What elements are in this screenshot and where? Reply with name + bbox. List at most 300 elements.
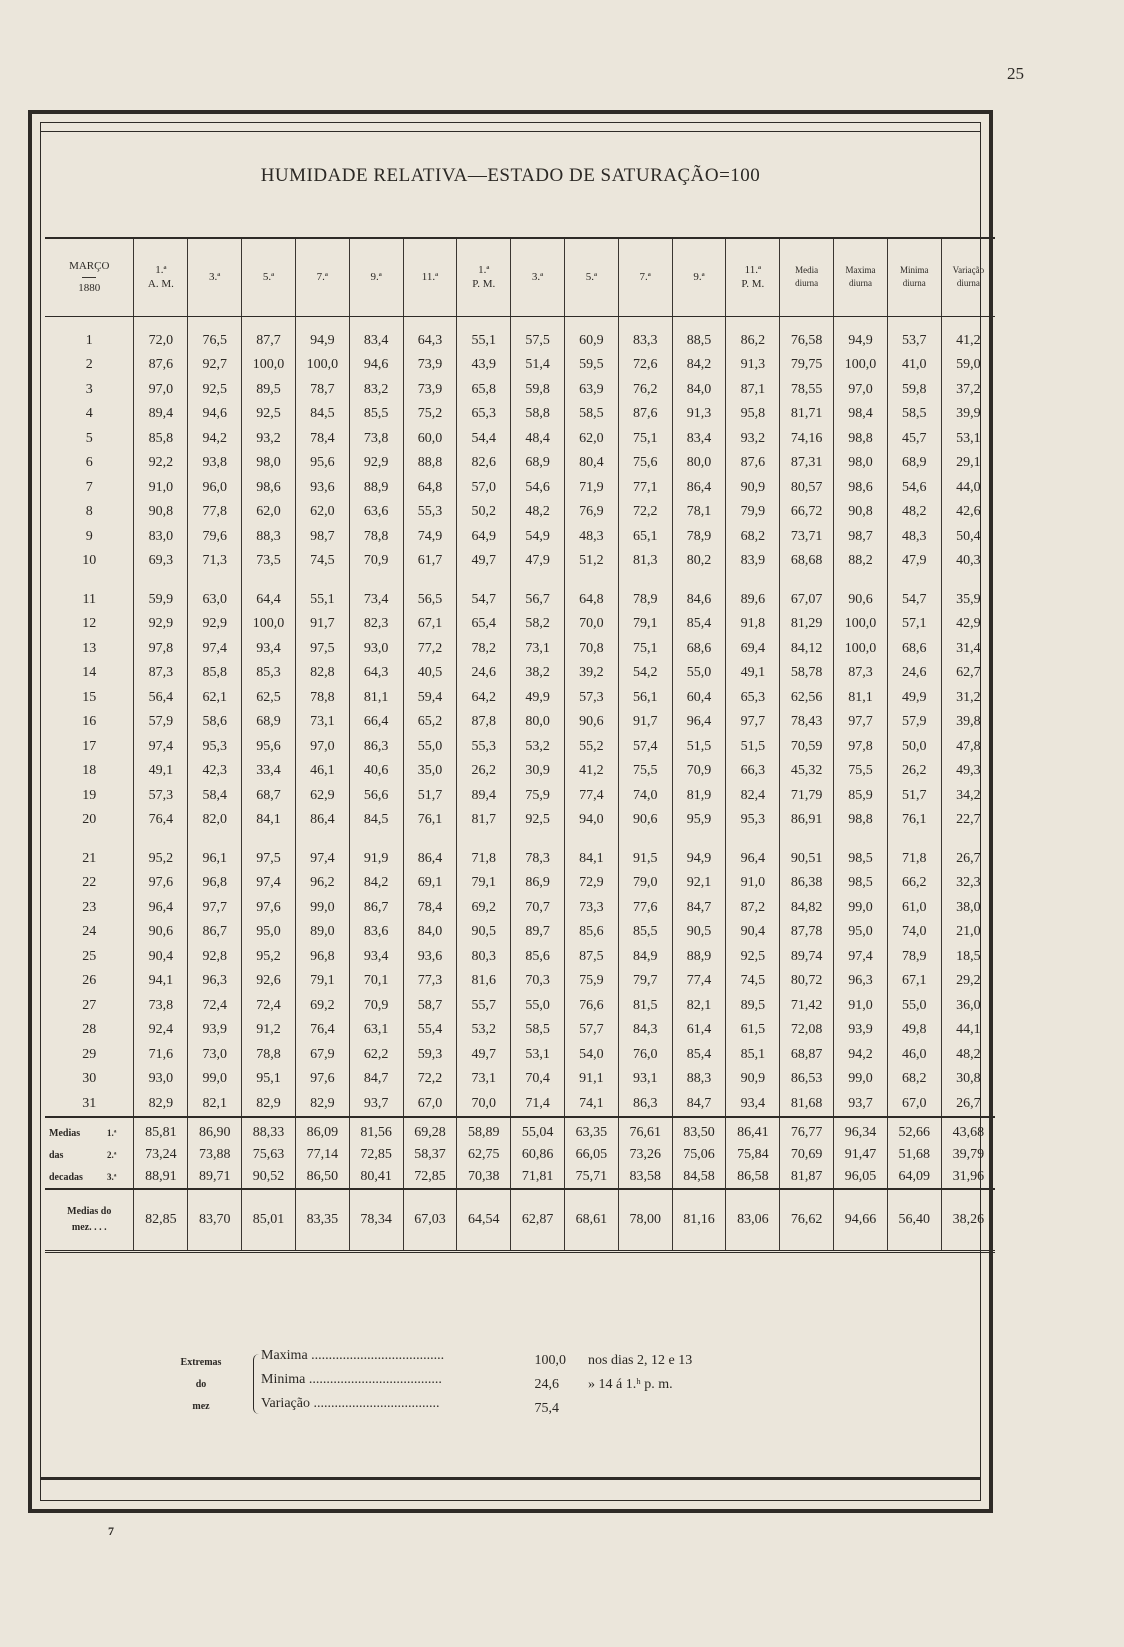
data-cell: 54,7 (457, 588, 511, 613)
data-cell: 97,6 (242, 896, 296, 921)
data-cell: 69,3 (134, 549, 188, 574)
data-cell: 91,3 (672, 402, 726, 427)
table-row (45, 402, 995, 427)
data-cell: 40,5 (403, 661, 457, 686)
data-cell: 78,4 (295, 427, 349, 452)
data-cell: 68,2 (726, 525, 780, 550)
data-cell: 83,0 (134, 525, 188, 550)
data-cell: 26,2 (457, 759, 511, 784)
data-cell: 41,2 (941, 316, 995, 353)
table-row (45, 476, 995, 501)
day-label: 16 (82, 714, 97, 730)
data-cell: 77,6 (618, 896, 672, 921)
header-hour-ordinal: 7.ª (639, 271, 651, 284)
data-cell: 73,8 (134, 994, 188, 1019)
data-cell: 73,9 (403, 353, 457, 378)
data-cell: 94,6 (349, 353, 403, 378)
data-cell: 81,5 (618, 994, 672, 1019)
header-hour-period: P. M. (472, 278, 496, 291)
header-hour (295, 238, 349, 316)
data-cell: 70,3 (511, 969, 565, 994)
data-cell: 51,5 (726, 735, 780, 760)
day-label: 10 (82, 553, 97, 569)
data-cell: 68,9 (242, 710, 296, 735)
data-cell: 77,8 (188, 500, 242, 525)
data-cell: 43,9 (457, 353, 511, 378)
gap-cell (457, 833, 511, 847)
data-cell: 92,8 (188, 945, 242, 970)
month-label (45, 1189, 134, 1252)
data-cell: 54,6 (511, 476, 565, 501)
extreme-label: Minima ...................................... (261, 1372, 442, 1387)
data-cell: 76,58 (780, 316, 834, 353)
data-cell: 51,7 (887, 784, 941, 809)
data-cell: 78,7 (295, 378, 349, 403)
data-cell: 90,4 (726, 920, 780, 945)
data-cell: 93,6 (403, 945, 457, 970)
data-cell: 80,0 (511, 710, 565, 735)
day-label: 14 (82, 665, 97, 681)
data-cell: 89,0 (295, 920, 349, 945)
data-cell: 92,9 (188, 612, 242, 637)
decade-ordinal: 1.ª (107, 1127, 117, 1138)
data-cell: 64,8 (564, 588, 618, 613)
data-cell: 81,7 (457, 808, 511, 833)
table-row (45, 871, 995, 896)
data-cell: 75,2 (403, 402, 457, 427)
data-cell: 44,1 (941, 1018, 995, 1043)
data-cell: 94,6 (188, 402, 242, 427)
data-cell: 68,6 (672, 637, 726, 662)
data-cell: 83,3 (618, 316, 672, 353)
data-cell: 99,0 (834, 1067, 888, 1092)
month-cell: 94,66 (834, 1189, 888, 1252)
data-cell: 85,1 (726, 1043, 780, 1068)
data-cell: 74,1 (564, 1092, 618, 1118)
data-cell: 82,9 (242, 1092, 296, 1118)
data-cell: 95,9 (672, 808, 726, 833)
data-cell: 98,5 (834, 847, 888, 872)
data-cell: 39,2 (564, 661, 618, 686)
day-label: 30 (82, 1071, 97, 1087)
data-cell: 100,0 (834, 637, 888, 662)
data-cell: 91,7 (618, 710, 672, 735)
data-cell: 79,75 (780, 353, 834, 378)
day-label: 8 (85, 504, 93, 520)
data-cell: 65,2 (403, 710, 457, 735)
data-cell: 93,9 (834, 1018, 888, 1043)
data-cell: 67,1 (887, 969, 941, 994)
data-cell: 83,2 (349, 378, 403, 403)
day-label: 29 (82, 1046, 97, 1062)
data-cell: 86,2 (726, 316, 780, 353)
data-cell: 86,4 (403, 847, 457, 872)
gap-cell (564, 833, 618, 847)
data-cell: 95,1 (242, 1067, 296, 1092)
data-cell: 97,7 (726, 710, 780, 735)
decade-side-label: decadas (49, 1171, 83, 1183)
data-cell: 67,0 (887, 1092, 941, 1118)
decade-gap (45, 574, 995, 588)
month-cell: 67,03 (403, 1189, 457, 1252)
decade-cell: 31,96 (941, 1166, 995, 1189)
data-cell: 82,4 (726, 784, 780, 809)
gap-cell (403, 574, 457, 588)
data-cell: 62,5 (242, 686, 296, 711)
data-cell: 26,7 (941, 1092, 995, 1118)
data-cell: 76,1 (403, 808, 457, 833)
data-cell: 82,3 (349, 612, 403, 637)
decade-row (45, 1144, 995, 1166)
data-cell: 96,4 (134, 896, 188, 921)
data-cell: 87,5 (564, 945, 618, 970)
data-cell: 55,3 (457, 735, 511, 760)
data-cell: 88,3 (242, 525, 296, 550)
data-cell: 49,1 (134, 759, 188, 784)
header-stat (887, 238, 941, 316)
data-cell: 92,2 (134, 451, 188, 476)
decade-cell: 88,33 (242, 1117, 296, 1144)
data-cell: 87,6 (134, 353, 188, 378)
decade-cell: 71,81 (511, 1166, 565, 1189)
month-cell: 56,40 (887, 1189, 941, 1252)
data-cell: 84,0 (672, 378, 726, 403)
data-cell: 69,4 (726, 637, 780, 662)
day-label: 25 (82, 948, 97, 964)
data-cell: 80,2 (672, 549, 726, 574)
data-cell: 29,2 (941, 969, 995, 994)
decade-cell: 66,05 (564, 1144, 618, 1166)
data-cell: 87,3 (834, 661, 888, 686)
decade-cell: 55,04 (511, 1117, 565, 1144)
table-row (45, 353, 995, 378)
decade-cell: 77,14 (295, 1144, 349, 1166)
data-cell: 80,57 (780, 476, 834, 501)
data-cell: 33,4 (242, 759, 296, 784)
data-cell: 67,9 (295, 1043, 349, 1068)
data-cell: 73,3 (564, 896, 618, 921)
data-cell: 68,9 (887, 451, 941, 476)
data-cell: 38,2 (511, 661, 565, 686)
data-cell: 66,2 (887, 871, 941, 896)
data-cell: 49,9 (887, 686, 941, 711)
day-label: 31 (82, 1095, 97, 1111)
data-cell: 66,72 (780, 500, 834, 525)
data-cell: 74,5 (726, 969, 780, 994)
data-cell: 58,5 (511, 1018, 565, 1043)
data-cell: 86,53 (780, 1067, 834, 1092)
data-cell: 90,5 (457, 920, 511, 945)
day-label: 19 (82, 787, 97, 803)
data-cell: 92,5 (511, 808, 565, 833)
data-cell: 98,7 (834, 525, 888, 550)
table-row (45, 808, 995, 833)
data-cell: 93,6 (295, 476, 349, 501)
header-hour-ordinal: 7.ª (316, 271, 328, 284)
data-cell: 41,0 (887, 353, 941, 378)
data-cell: 100,0 (834, 353, 888, 378)
extremes-bracket (253, 1354, 260, 1414)
table-inner-frame (40, 122, 985, 1501)
table-row (45, 451, 995, 476)
data-cell: 95,2 (242, 945, 296, 970)
decade-cell: 81,87 (780, 1166, 834, 1189)
data-cell: 49,3 (941, 759, 995, 784)
data-cell: 86,7 (188, 920, 242, 945)
data-cell: 59,3 (403, 1043, 457, 1068)
data-cell: 99,0 (188, 1067, 242, 1092)
gap-cell (134, 574, 188, 588)
data-cell: 47,9 (511, 549, 565, 574)
data-cell: 61,4 (672, 1018, 726, 1043)
data-cell: 81,3 (618, 549, 672, 574)
data-cell: 65,1 (618, 525, 672, 550)
data-cell: 62,2 (349, 1043, 403, 1068)
data-cell: 93,9 (188, 1018, 242, 1043)
data-cell: 97,0 (295, 735, 349, 760)
data-cell: 95,0 (834, 920, 888, 945)
data-cell: 92,5 (242, 402, 296, 427)
day-label: 4 (85, 406, 93, 422)
month-cell: 81,16 (672, 1189, 726, 1252)
data-cell: 97,8 (834, 735, 888, 760)
data-cell: 83,6 (349, 920, 403, 945)
header-row (45, 238, 995, 316)
data-cell: 79,9 (726, 500, 780, 525)
data-cell: 48,3 (564, 525, 618, 550)
day-label: 12 (82, 616, 97, 632)
data-cell: 82,8 (295, 661, 349, 686)
extreme-value: 24,6 (534, 1377, 559, 1392)
data-cell: 51,2 (564, 549, 618, 574)
decade-cell: 73,88 (188, 1144, 242, 1166)
gap-cell (295, 574, 349, 588)
data-cell: 90,8 (834, 500, 888, 525)
day-label: 26 (82, 973, 97, 989)
data-cell: 97,4 (134, 735, 188, 760)
data-cell: 79,7 (618, 969, 672, 994)
data-cell: 78,9 (672, 525, 726, 550)
gap-cell (618, 574, 672, 588)
data-cell: 82,1 (188, 1092, 242, 1118)
extreme-maxima (261, 1348, 692, 1370)
extremes-heading-2: do (195, 1379, 207, 1390)
decade-cell: 72,85 (403, 1166, 457, 1189)
data-cell: 88,2 (834, 549, 888, 574)
data-cell: 53,2 (511, 735, 565, 760)
data-cell: 77,3 (403, 969, 457, 994)
data-cell: 58,5 (564, 402, 618, 427)
decade-cell: 70,69 (780, 1144, 834, 1166)
data-cell: 75,6 (618, 451, 672, 476)
decade-cell: 96,05 (834, 1166, 888, 1189)
header-stat-line1: Minima (900, 264, 929, 275)
header-hour-ordinal: 9.ª (693, 271, 705, 284)
data-cell: 61,0 (887, 896, 941, 921)
data-cell: 68,87 (780, 1043, 834, 1068)
data-cell: 58,4 (188, 784, 242, 809)
data-cell: 68,2 (887, 1067, 941, 1092)
data-cell: 64,8 (403, 476, 457, 501)
decade-label (45, 1144, 134, 1166)
day-label: 11 (82, 591, 96, 607)
month-cell: 76,62 (780, 1189, 834, 1252)
table-row (45, 1043, 995, 1068)
gap-cell (726, 574, 780, 588)
month-label-2: mez. . . . (71, 1222, 107, 1233)
data-cell: 62,0 (242, 500, 296, 525)
data-cell: 55,3 (403, 500, 457, 525)
data-cell: 58,2 (511, 612, 565, 637)
data-cell: 58,7 (403, 994, 457, 1019)
data-cell: 100,0 (242, 612, 296, 637)
table-row (45, 549, 995, 574)
header-corner (45, 238, 134, 316)
data-cell: 59,4 (403, 686, 457, 711)
data-cell: 78,8 (349, 525, 403, 550)
data-cell: 95,2 (134, 847, 188, 872)
data-cell: 37,2 (941, 378, 995, 403)
frame-rule (41, 131, 980, 132)
data-cell: 73,9 (403, 378, 457, 403)
decade-cell: 91,47 (834, 1144, 888, 1166)
extreme-variacao (261, 1396, 588, 1418)
gap-cell (564, 574, 618, 588)
data-cell: 67,0 (403, 1092, 457, 1118)
header-hour (511, 238, 565, 316)
header-stat-line1: Media (795, 264, 819, 275)
data-cell: 46,0 (887, 1043, 941, 1068)
data-cell: 21,0 (941, 920, 995, 945)
gap-cell (511, 574, 565, 588)
humidity-table (45, 237, 995, 1253)
data-cell: 92,6 (242, 969, 296, 994)
data-cell: 32,3 (941, 871, 995, 896)
gap-cell (726, 833, 780, 847)
table-row (45, 847, 995, 872)
data-cell: 57,7 (564, 1018, 618, 1043)
decade-cell: 69,28 (403, 1117, 457, 1144)
data-cell: 81,9 (672, 784, 726, 809)
data-cell: 48,2 (511, 500, 565, 525)
data-cell: 64,9 (457, 525, 511, 550)
data-cell: 49,7 (457, 549, 511, 574)
data-cell: 55,7 (457, 994, 511, 1019)
data-cell: 85,5 (618, 920, 672, 945)
data-cell: 57,3 (134, 784, 188, 809)
data-cell: 50,2 (457, 500, 511, 525)
data-cell: 78,4 (403, 896, 457, 921)
table-row (45, 1018, 995, 1043)
gap-cell (941, 833, 995, 847)
gap-cell (457, 574, 511, 588)
data-cell: 82,0 (188, 808, 242, 833)
header-hour-ordinal: 1.ª (478, 263, 490, 276)
data-cell: 51,5 (672, 735, 726, 760)
data-cell: 70,7 (511, 896, 565, 921)
data-cell: 73,4 (349, 588, 403, 613)
extreme-note: » 14 á 1.ʰ p. m. (588, 1377, 673, 1392)
data-cell: 74,16 (780, 427, 834, 452)
data-cell: 97,4 (242, 871, 296, 896)
data-cell: 100,0 (834, 612, 888, 637)
data-cell: 79,0 (618, 871, 672, 896)
data-cell: 31,2 (941, 686, 995, 711)
data-cell: 61,5 (726, 1018, 780, 1043)
data-cell: 85,8 (134, 427, 188, 452)
data-cell: 100,0 (242, 353, 296, 378)
data-cell: 59,5 (564, 353, 618, 378)
data-cell: 64,3 (349, 661, 403, 686)
table-row (45, 1092, 995, 1118)
decade-cell: 75,06 (672, 1144, 726, 1166)
header-hour-ordinal: 11.ª (421, 271, 439, 284)
data-cell: 79,6 (188, 525, 242, 550)
data-cell: 92,5 (726, 945, 780, 970)
data-cell: 67,1 (403, 612, 457, 637)
data-cell: 97,5 (242, 847, 296, 872)
header-hour (349, 238, 403, 316)
decade-cell: 73,24 (134, 1144, 188, 1166)
data-cell: 56,7 (511, 588, 565, 613)
data-cell: 96,3 (188, 969, 242, 994)
table-frame (28, 110, 993, 1513)
data-cell: 85,5 (349, 402, 403, 427)
data-cell: 84,2 (349, 871, 403, 896)
data-cell: 90,4 (134, 945, 188, 970)
data-cell: 83,4 (349, 316, 403, 353)
data-cell: 63,0 (188, 588, 242, 613)
data-cell: 63,6 (349, 500, 403, 525)
data-cell: 61,7 (403, 549, 457, 574)
header-hour (134, 238, 188, 316)
header-month: MARÇO (69, 260, 110, 273)
data-cell: 71,4 (511, 1092, 565, 1118)
gap-cell (672, 574, 726, 588)
data-cell: 94,9 (295, 316, 349, 353)
data-cell: 97,7 (834, 710, 888, 735)
data-cell: 78,3 (511, 847, 565, 872)
data-cell: 84,6 (672, 588, 726, 613)
data-cell: 88,3 (672, 1067, 726, 1092)
data-cell: 98,8 (834, 427, 888, 452)
decade-cell: 60,86 (511, 1144, 565, 1166)
data-cell: 72,0 (134, 316, 188, 353)
data-cell: 93,1 (618, 1067, 672, 1092)
data-cell: 91,0 (134, 476, 188, 501)
month-row (45, 1189, 995, 1252)
data-cell: 48,3 (887, 525, 941, 550)
data-cell: 87,3 (134, 661, 188, 686)
data-cell: 86,3 (349, 735, 403, 760)
header-hour (672, 238, 726, 316)
data-cell: 85,4 (672, 612, 726, 637)
gap-cell (780, 574, 834, 588)
data-cell: 49,8 (887, 1018, 941, 1043)
day-label: 22 (82, 875, 97, 891)
data-cell: 97,6 (295, 1067, 349, 1092)
month-cell: 85,01 (242, 1189, 296, 1252)
data-cell: 86,38 (780, 871, 834, 896)
gap-cell (349, 574, 403, 588)
data-cell: 38,0 (941, 896, 995, 921)
data-cell: 97,0 (134, 378, 188, 403)
day-label: 9 (85, 528, 93, 544)
decade-cell: 75,84 (726, 1144, 780, 1166)
data-cell: 81,71 (780, 402, 834, 427)
data-cell: 97,5 (295, 637, 349, 662)
data-cell: 86,9 (511, 871, 565, 896)
